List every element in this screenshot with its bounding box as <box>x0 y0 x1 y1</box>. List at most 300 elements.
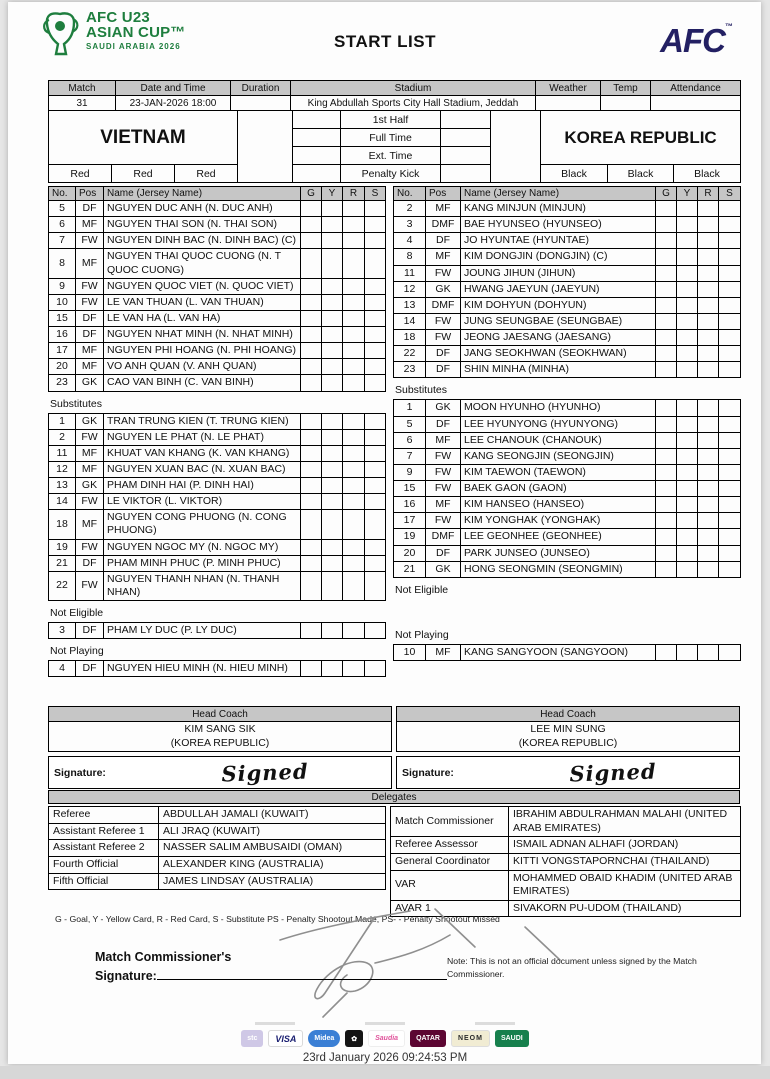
player-number: 6 <box>49 217 76 233</box>
delegate-name: NASSER SALIM AMBUSAIDI (OMAN) <box>159 840 386 857</box>
player-row <box>394 416 741 432</box>
red-cell <box>698 313 719 329</box>
player-position: FW <box>426 265 461 281</box>
sponsor-logo: SAUDI <box>495 1030 529 1047</box>
delegate-row <box>391 807 741 837</box>
away-not-eligible-empty <box>393 599 740 623</box>
player-position: DF <box>426 346 461 362</box>
match-datetime: 23-JAN-2026 18:00 <box>116 96 231 111</box>
abbreviation-legend: G - Goal, Y - Yellow Card, R - Red Card, S - Substitute PS - Penalty Shootout Made, PS- - Penalty Shootout Missed <box>55 914 500 924</box>
red-cell <box>698 561 719 577</box>
yellow-cell <box>322 445 343 461</box>
player-row <box>49 555 386 571</box>
delegate-row <box>391 853 741 870</box>
hdr-no: No. <box>394 187 426 201</box>
hdr-sub: S <box>719 187 741 201</box>
player-row <box>49 217 386 233</box>
player-number: 4 <box>49 661 76 677</box>
player-position: DF <box>426 233 461 249</box>
player-row <box>394 481 741 497</box>
red-cell <box>343 294 365 310</box>
yellow-cell <box>322 201 343 217</box>
player-name: KIM TAEWON (TAEWON) <box>461 464 656 480</box>
red-cell <box>343 661 365 677</box>
hdr-goal: G <box>301 187 322 201</box>
score-box <box>293 129 341 147</box>
goal-cell <box>656 297 677 313</box>
yellow-cell <box>677 346 698 362</box>
player-position: MF <box>426 249 461 265</box>
sub-cell <box>719 448 741 464</box>
yellow-cell <box>322 571 343 600</box>
yellow-cell <box>677 561 698 577</box>
sub-cell <box>365 327 386 343</box>
yellow-cell <box>322 233 343 249</box>
player-row <box>394 513 741 529</box>
col-match: Match <box>49 81 116 96</box>
yellow-cell <box>677 313 698 329</box>
player-position: FW <box>426 513 461 529</box>
player-number: 21 <box>394 561 426 577</box>
player-name: NGUYEN NGOC MY (N. NGOC MY) <box>104 539 301 555</box>
player-number: 16 <box>49 327 76 343</box>
arabic-caption <box>255 1022 295 1025</box>
player-position: MF <box>76 343 104 359</box>
delegate-role: Assistant Referee 1 <box>49 823 159 840</box>
delegate-name: KITTI VONGSTAPORNCHAI (THAILAND) <box>509 853 741 870</box>
player-row <box>394 330 741 346</box>
player-number: 8 <box>49 249 76 278</box>
goal-cell <box>301 555 322 571</box>
red-cell <box>343 555 365 571</box>
page-title: START LIST <box>334 32 436 51</box>
red-cell <box>343 445 365 461</box>
sub-cell <box>365 233 386 249</box>
red-cell <box>698 481 719 497</box>
spacer-cell-right <box>491 111 541 183</box>
yellow-cell <box>677 513 698 529</box>
delegate-row <box>49 840 386 857</box>
player-row <box>49 278 386 294</box>
player-position: FW <box>76 539 104 555</box>
red-cell <box>343 375 365 391</box>
head-coach-banner: Head Coach <box>49 707 392 722</box>
arabic-caption <box>365 1022 405 1025</box>
red-cell <box>698 497 719 513</box>
player-name: JUNG SEUNGBAE (SEUNGBAE) <box>461 313 656 329</box>
red-cell <box>698 249 719 265</box>
match-stadium: King Abdullah Sports City Hall Stadium, Jeddah <box>291 96 536 111</box>
player-position: FW <box>426 330 461 346</box>
player-position: DF <box>76 310 104 326</box>
yellow-cell <box>677 362 698 378</box>
player-position: MF <box>426 497 461 513</box>
home-team-name: VIETNAM <box>49 111 238 165</box>
player-name: HWANG JAEYUN (JAEYUN) <box>461 281 656 297</box>
player-position: GK <box>76 413 104 429</box>
red-cell <box>698 281 719 297</box>
red-cell <box>343 217 365 233</box>
home-coach-signed: Signed <box>221 758 309 787</box>
red-cell <box>698 400 719 416</box>
away-roster-column <box>393 186 740 661</box>
col-stadium: Stadium <box>291 81 536 96</box>
player-number: 1 <box>394 400 426 416</box>
yellow-cell <box>322 413 343 429</box>
goal-cell <box>301 461 322 477</box>
player-name: KANG SEONGJIN (SEONGJIN) <box>461 448 656 464</box>
player-name: NGUYEN CONG PHUONG (N. CONG PHUONG) <box>104 510 301 539</box>
yellow-cell <box>677 644 698 660</box>
away-coach-signed: Signed <box>569 758 657 787</box>
yellow-cell <box>677 432 698 448</box>
sub-cell <box>719 644 741 660</box>
red-cell <box>698 464 719 480</box>
goal-cell <box>301 233 322 249</box>
player-position: DF <box>76 555 104 571</box>
player-row <box>394 464 741 480</box>
away-coach-block <box>396 706 740 789</box>
player-number: 9 <box>394 464 426 480</box>
delegate-row <box>391 837 741 854</box>
not-playing-label: Not Playing <box>50 645 104 658</box>
sub-cell <box>365 661 386 677</box>
goal-cell <box>301 571 322 600</box>
player-name: NGUYEN DINH BAC (N. DINH BAC) (C) <box>104 233 301 249</box>
red-cell <box>343 510 365 539</box>
goal-cell <box>656 464 677 480</box>
player-name: KHUAT VAN KHANG (K. VAN KHANG) <box>104 445 301 461</box>
player-position: DMF <box>426 297 461 313</box>
teams-score-table <box>48 110 741 183</box>
player-position: MF <box>76 249 104 278</box>
delegates-banner: Delegates <box>48 790 740 804</box>
goal-cell <box>656 561 677 577</box>
player-name: NGUYEN PHI HOANG (N. PHI HOANG) <box>104 343 301 359</box>
goal-cell <box>656 400 677 416</box>
player-row <box>49 233 386 249</box>
hdr-no: No. <box>49 187 76 201</box>
yellow-cell <box>322 249 343 278</box>
player-number: 5 <box>394 416 426 432</box>
yellow-cell <box>322 539 343 555</box>
player-position: DMF <box>426 217 461 233</box>
sub-cell <box>719 249 741 265</box>
player-name: TRAN TRUNG KIEN (T. TRUNG KIEN) <box>104 413 301 429</box>
away-starters-table <box>393 186 741 378</box>
goal-cell <box>301 310 322 326</box>
player-name: LEE GEONHEE (GEONHEE) <box>461 529 656 545</box>
player-position: FW <box>76 494 104 510</box>
player-number: 20 <box>49 359 76 375</box>
yellow-cell <box>677 497 698 513</box>
player-position: MF <box>76 461 104 477</box>
yellow-cell <box>677 297 698 313</box>
yellow-cell <box>677 265 698 281</box>
player-name: NGUYEN THANH NHAN (N. THANH NHAN) <box>104 571 301 600</box>
player-name: KANG SANGYOON (SANGYOON) <box>461 644 656 660</box>
player-position: MF <box>426 644 461 660</box>
away-coach-signature-box <box>396 756 740 789</box>
goal-cell <box>301 494 322 510</box>
player-name: JOUNG JIHUN (JIHUN) <box>461 265 656 281</box>
player-name: LE VIKTOR (L. VIKTOR) <box>104 494 301 510</box>
red-cell <box>343 310 365 326</box>
player-row <box>49 359 386 375</box>
player-row <box>394 497 741 513</box>
player-number: 19 <box>49 539 76 555</box>
delegate-name: IBRAHIM ABDULRAHMAN MALAHI (UNITED ARAB EMIRATES) <box>509 807 741 837</box>
red-cell <box>698 644 719 660</box>
player-row <box>49 343 386 359</box>
sub-cell <box>365 494 386 510</box>
yellow-cell <box>322 461 343 477</box>
sub-cell <box>365 555 386 571</box>
away-kit-color: Black <box>608 165 674 183</box>
sub-cell <box>365 310 386 326</box>
player-name: LE VAN HA (L. VAN HA) <box>104 310 301 326</box>
player-position: GK <box>76 375 104 391</box>
sub-cell <box>365 375 386 391</box>
player-position: GK <box>426 561 461 577</box>
red-cell <box>698 529 719 545</box>
away-substitutes-table <box>393 399 741 577</box>
goal-cell <box>656 545 677 561</box>
player-position: DF <box>76 327 104 343</box>
player-number: 13 <box>49 478 76 494</box>
photo-edge <box>0 1066 770 1079</box>
player-row <box>49 571 386 600</box>
yellow-cell <box>677 448 698 464</box>
away-coach-name: LEE MIN SUNG (KOREA REPUBLIC) <box>397 722 740 752</box>
yellow-cell <box>677 400 698 416</box>
player-number: 7 <box>394 448 426 464</box>
goal-cell <box>656 644 677 660</box>
goal-cell <box>656 362 677 378</box>
goal-cell <box>656 346 677 362</box>
yellow-cell <box>322 294 343 310</box>
sub-cell <box>719 481 741 497</box>
red-cell <box>343 233 365 249</box>
goal-cell <box>656 513 677 529</box>
col-date-time: Date and Time <box>116 81 231 96</box>
sub-cell <box>365 249 386 278</box>
goal-cell <box>301 510 322 539</box>
sponsor-logo: stc <box>241 1030 263 1047</box>
goal-cell <box>656 481 677 497</box>
goal-cell <box>656 313 677 329</box>
period-label: Full Time <box>341 129 441 147</box>
player-position: FW <box>76 278 104 294</box>
player-number: 14 <box>394 313 426 329</box>
substitutes-label: Substitutes <box>50 397 102 410</box>
match-info-table <box>48 80 741 111</box>
print-timestamp: 23rd January 2026 09:24:53 PM <box>302 1052 468 1064</box>
player-position: FW <box>426 481 461 497</box>
period-label: 1st Half <box>341 111 441 129</box>
player-row <box>394 201 741 217</box>
match-temp <box>601 96 651 111</box>
home-substitutes-table <box>48 413 386 602</box>
player-number: 4 <box>394 233 426 249</box>
yellow-cell <box>677 464 698 480</box>
red-cell <box>698 330 719 346</box>
sub-cell <box>719 330 741 346</box>
goal-cell <box>301 413 322 429</box>
red-cell <box>343 571 365 600</box>
sub-cell <box>365 461 386 477</box>
goal-cell <box>301 359 322 375</box>
player-number: 11 <box>394 265 426 281</box>
sub-cell <box>365 413 386 429</box>
player-name: JEONG JAESANG (JAESANG) <box>461 330 656 346</box>
goal-cell <box>301 294 322 310</box>
player-number: 17 <box>394 513 426 529</box>
player-name: LE VAN THUAN (L. VAN THUAN) <box>104 294 301 310</box>
player-position: MF <box>76 510 104 539</box>
delegate-row <box>391 870 741 900</box>
sub-cell <box>365 429 386 445</box>
hdr-yellow: Y <box>322 187 343 201</box>
hdr-goal: G <box>656 187 677 201</box>
player-row <box>49 413 386 429</box>
yellow-cell <box>322 661 343 677</box>
player-name: NGUYEN DUC ANH (N. DUC ANH) <box>104 201 301 217</box>
player-number: 8 <box>394 249 426 265</box>
player-row <box>394 644 741 660</box>
away-team-name: KOREA REPUBLIC <box>541 111 741 165</box>
yellow-cell <box>322 429 343 445</box>
player-row <box>49 478 386 494</box>
player-number: 15 <box>49 310 76 326</box>
yellow-cell <box>677 416 698 432</box>
player-number: 14 <box>49 494 76 510</box>
sub-cell <box>719 529 741 545</box>
player-row <box>394 233 741 249</box>
hdr-red: R <box>343 187 365 201</box>
sub-cell <box>365 478 386 494</box>
player-number: 13 <box>394 297 426 313</box>
afc-logo: AFC™ <box>660 22 732 59</box>
hdr-sub: S <box>365 187 386 201</box>
yellow-cell <box>322 310 343 326</box>
player-position: MF <box>76 445 104 461</box>
player-row <box>394 217 741 233</box>
sub-cell <box>365 343 386 359</box>
player-name: LEE HYUNYONG (HYUNYONG) <box>461 416 656 432</box>
delegates-right-table <box>390 806 741 917</box>
player-row <box>49 375 386 391</box>
player-name: NGUYEN THAI QUOC CUONG (N. T QUOC CUONG) <box>104 249 301 278</box>
yellow-cell <box>322 510 343 539</box>
sub-cell <box>719 281 741 297</box>
logo-line1: AFC U23 <box>86 9 150 26</box>
player-position: MF <box>426 201 461 217</box>
score-box <box>293 165 341 183</box>
sub-cell <box>719 201 741 217</box>
player-name: KANG MINJUN (MINJUN) <box>461 201 656 217</box>
goal-cell <box>656 201 677 217</box>
sub-cell <box>719 265 741 281</box>
sub-cell <box>365 623 386 639</box>
sub-cell <box>719 217 741 233</box>
goal-cell <box>301 375 322 391</box>
hdr-pos: Pos <box>426 187 461 201</box>
player-row <box>394 281 741 297</box>
delegate-name: JAMES LINDSAY (AUSTRALIA) <box>159 873 386 890</box>
goal-cell <box>301 623 322 639</box>
sub-cell <box>719 513 741 529</box>
player-number: 19 <box>394 529 426 545</box>
player-name: LEE CHANOUK (CHANOUK) <box>461 432 656 448</box>
sponsor-logo: VISA <box>268 1030 303 1047</box>
player-row <box>394 545 741 561</box>
yellow-cell <box>677 529 698 545</box>
player-number: 5 <box>49 201 76 217</box>
sub-cell <box>365 359 386 375</box>
player-number: 10 <box>49 294 76 310</box>
sponsor-logo: Midea <box>308 1030 340 1047</box>
commissioner-line2: Signature: <box>95 968 157 983</box>
red-cell <box>698 545 719 561</box>
player-position: FW <box>76 571 104 600</box>
delegate-role: General Coordinator <box>391 853 509 870</box>
sub-cell <box>719 561 741 577</box>
player-position: FW <box>426 313 461 329</box>
player-number: 18 <box>49 510 76 539</box>
score-box <box>441 111 491 129</box>
yellow-cell <box>322 623 343 639</box>
sub-cell <box>365 445 386 461</box>
player-row <box>394 249 741 265</box>
yellow-cell <box>677 249 698 265</box>
sub-cell <box>719 497 741 513</box>
not-playing-label: Not Playing <box>395 628 449 641</box>
player-name: PHAM MINH PHUC (P. MINH PHUC) <box>104 555 301 571</box>
period-label: Ext. Time <box>341 147 441 165</box>
yellow-cell <box>677 545 698 561</box>
red-cell <box>698 265 719 281</box>
player-name: NGUYEN QUOC VIET (N. QUOC VIET) <box>104 278 301 294</box>
player-number: 22 <box>49 571 76 600</box>
delegate-row <box>49 856 386 873</box>
delegate-role: Referee Assessor <box>391 837 509 854</box>
player-row <box>49 494 386 510</box>
player-row <box>394 448 741 464</box>
home-not-eligible-table <box>48 622 386 639</box>
hdr-name: Name (Jersey Name) <box>104 187 301 201</box>
sub-cell <box>719 346 741 362</box>
player-name: NGUYEN THAI SON (N. THAI SON) <box>104 217 301 233</box>
red-cell <box>698 513 719 529</box>
goal-cell <box>656 233 677 249</box>
signature-label: Signature: <box>54 766 106 779</box>
player-row <box>394 432 741 448</box>
home-coach-name: KIM SANG SIK (KOREA REPUBLIC) <box>49 722 392 752</box>
player-position: DF <box>426 545 461 561</box>
red-cell <box>343 249 365 278</box>
commissioner-line1: Match Commissioner's <box>95 950 232 964</box>
red-cell <box>698 346 719 362</box>
player-position: DF <box>76 623 104 639</box>
yellow-cell <box>322 359 343 375</box>
goal-cell <box>656 330 677 346</box>
player-row <box>394 362 741 378</box>
player-row <box>49 201 386 217</box>
home-coach-signature-box <box>48 756 392 789</box>
player-position: DF <box>76 661 104 677</box>
player-name: JANG SEOKHWAN (SEOKHWAN) <box>461 346 656 362</box>
